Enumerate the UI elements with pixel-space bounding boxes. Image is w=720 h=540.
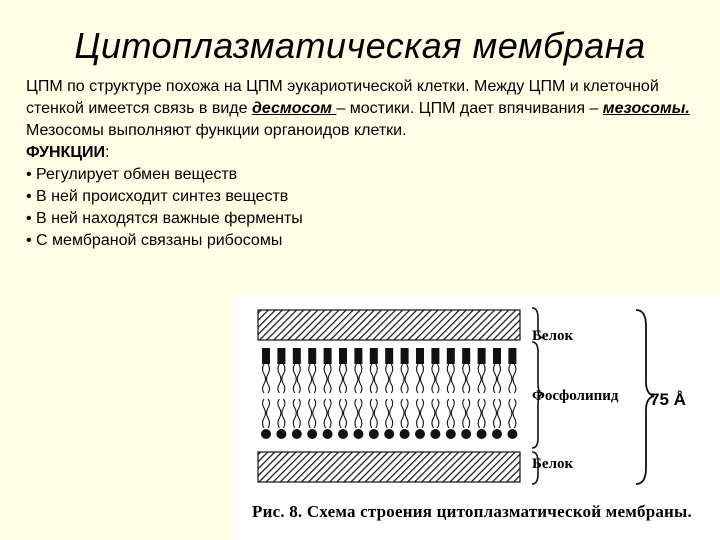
lipid-tail	[267, 364, 270, 393]
lipid-head	[507, 429, 517, 439]
lipid-head	[492, 429, 502, 439]
figure-caption: Рис. 8. Схема строения цитоплазматической мембраны.	[252, 502, 692, 521]
lipid-tail	[494, 399, 497, 428]
lipid-tail	[374, 364, 377, 393]
lipid-tail	[374, 399, 377, 428]
lipid-head	[353, 429, 363, 439]
lipid-tail	[447, 364, 450, 393]
label-thickness: 75 Å	[650, 390, 686, 409]
lipid-head	[415, 429, 425, 439]
lipid-tail	[405, 399, 408, 428]
lipid-tail	[309, 399, 312, 428]
lipid-tail	[463, 399, 466, 428]
lipid-tail	[417, 364, 420, 393]
protein-layer-bottom	[258, 452, 520, 482]
list-item: • В ней находятся важные ферменты	[26, 210, 303, 227]
label-protein-top: Белок	[532, 328, 574, 344]
lipid-tail	[467, 399, 470, 428]
lipid-head	[277, 348, 285, 364]
lipid-head	[354, 348, 362, 364]
intro-text-1: ЦПМ по структуре похожа на ЦПМ эукариотической клетки. Между ЦПМ и клеточной стенкой имеется связь в виде	[26, 78, 659, 117]
functions-heading-colon: :	[105, 144, 110, 161]
lipid-tail	[355, 364, 358, 393]
lipid-tail	[293, 364, 296, 393]
lipid-head	[324, 348, 332, 364]
lipid-tail	[451, 399, 454, 428]
lipid-head	[307, 429, 317, 439]
lipid-tail	[282, 364, 285, 393]
lipid-tail	[421, 399, 424, 428]
lipid-tail	[297, 399, 300, 428]
lipid-tail	[313, 399, 316, 428]
lipid-tail	[498, 364, 501, 393]
lipid-tail	[278, 364, 281, 393]
lipid-tail	[267, 399, 270, 428]
lipid-head	[478, 348, 486, 364]
lipid-head	[430, 429, 440, 439]
functions-heading	[26, 142, 706, 164]
lipid-head	[401, 348, 409, 364]
lipid-tail	[344, 364, 347, 393]
intro-text-3: Мезосомы выполняют функции органоидов клетки.	[26, 122, 407, 139]
lipid-head	[416, 348, 424, 364]
lipid-tail	[467, 364, 470, 393]
lipid-tail	[513, 364, 516, 393]
lipid-head	[384, 429, 394, 439]
lipid-tail	[509, 364, 512, 393]
lipid-tail	[328, 364, 331, 393]
lipid-tail	[309, 364, 312, 393]
lipid-head	[385, 348, 393, 364]
lipid-tail	[386, 364, 389, 393]
lipid-head	[323, 429, 333, 439]
lipid-tail	[293, 399, 296, 428]
lipid-tail	[451, 364, 454, 393]
protein-layer-top	[258, 310, 520, 340]
lipid-tail	[263, 364, 266, 393]
term-mesosomes: мезосомы.	[602, 100, 690, 117]
lipid-head	[493, 348, 501, 364]
lipid-head	[339, 348, 347, 364]
functions-list	[26, 164, 706, 252]
list-item: • С мембраной связаны рибосомы	[26, 232, 283, 249]
lipid-head	[431, 348, 439, 364]
lipid-tail	[328, 399, 331, 428]
lipid-tail	[401, 399, 404, 428]
lipid-tail	[390, 364, 393, 393]
lipid-tail	[498, 399, 501, 428]
membrane-figure	[232, 296, 720, 540]
lipid-tail	[401, 364, 404, 393]
lipid-tail	[432, 364, 435, 393]
lipid-head	[308, 348, 316, 364]
lipid-tail	[313, 364, 316, 393]
lipid-head	[447, 348, 455, 364]
lipid-head	[293, 348, 301, 364]
lipid-tail	[478, 364, 481, 393]
lipid-head	[338, 429, 348, 439]
lipid-tail	[390, 399, 393, 428]
lipid-head	[462, 348, 470, 364]
lipid-tail	[482, 399, 485, 428]
list-item: • В ней происходит синтез веществ	[26, 188, 289, 205]
lipid-head	[370, 348, 378, 364]
lipid-tail	[494, 364, 497, 393]
lipid-head	[292, 429, 302, 439]
lipid-head	[276, 429, 286, 439]
intro-paragraph	[26, 76, 706, 142]
label-protein-bottom: Белок	[532, 456, 574, 472]
lipid-head	[461, 429, 471, 439]
lipid-tail	[370, 399, 373, 428]
slide-body	[26, 76, 706, 252]
lipid-tail	[263, 399, 266, 428]
lipid-tail	[509, 399, 512, 428]
lipid-tail	[340, 399, 343, 428]
intro-text-2: – мостики. ЦПМ дает впячивания –	[336, 100, 603, 117]
lipid-tail	[297, 364, 300, 393]
lipid-tail	[436, 364, 439, 393]
lipid-head	[369, 429, 379, 439]
lipid-head	[508, 348, 516, 364]
lipid-tail	[482, 364, 485, 393]
slide-title: Цитоплазматическая мембрана	[74, 25, 646, 66]
lipid-tail	[436, 399, 439, 428]
lipid-head	[262, 348, 270, 364]
lipid-tail	[447, 399, 450, 428]
lipid-tail	[421, 364, 424, 393]
lipid-tail	[432, 399, 435, 428]
phospholipid-bilayer	[261, 348, 517, 439]
lipid-tail	[478, 399, 481, 428]
lipid-tail	[386, 399, 389, 428]
list-item: • Регулирует обмен веществ	[26, 166, 238, 183]
lipid-tail	[324, 364, 327, 393]
lipid-tail	[359, 364, 362, 393]
lipid-tail	[278, 399, 281, 428]
label-phospholipid: Фосфолипид	[532, 388, 619, 404]
lipid-tail	[282, 399, 285, 428]
lipid-tail	[463, 364, 466, 393]
lipid-head	[477, 429, 487, 439]
lipid-tail	[370, 364, 373, 393]
lipid-tail	[324, 399, 327, 428]
lipid-head	[400, 429, 410, 439]
lipid-tail	[359, 399, 362, 428]
lipid-head	[446, 429, 456, 439]
lipid-tail	[355, 399, 358, 428]
lipid-tail	[417, 399, 420, 428]
lipid-head	[261, 429, 271, 439]
lipid-tail	[344, 399, 347, 428]
term-desmosomes: десмосом	[251, 100, 337, 117]
functions-heading-text: ФУНКЦИИ	[26, 144, 106, 161]
lipid-tail	[513, 399, 516, 428]
lipid-tail	[405, 364, 408, 393]
lipid-tail	[340, 364, 343, 393]
